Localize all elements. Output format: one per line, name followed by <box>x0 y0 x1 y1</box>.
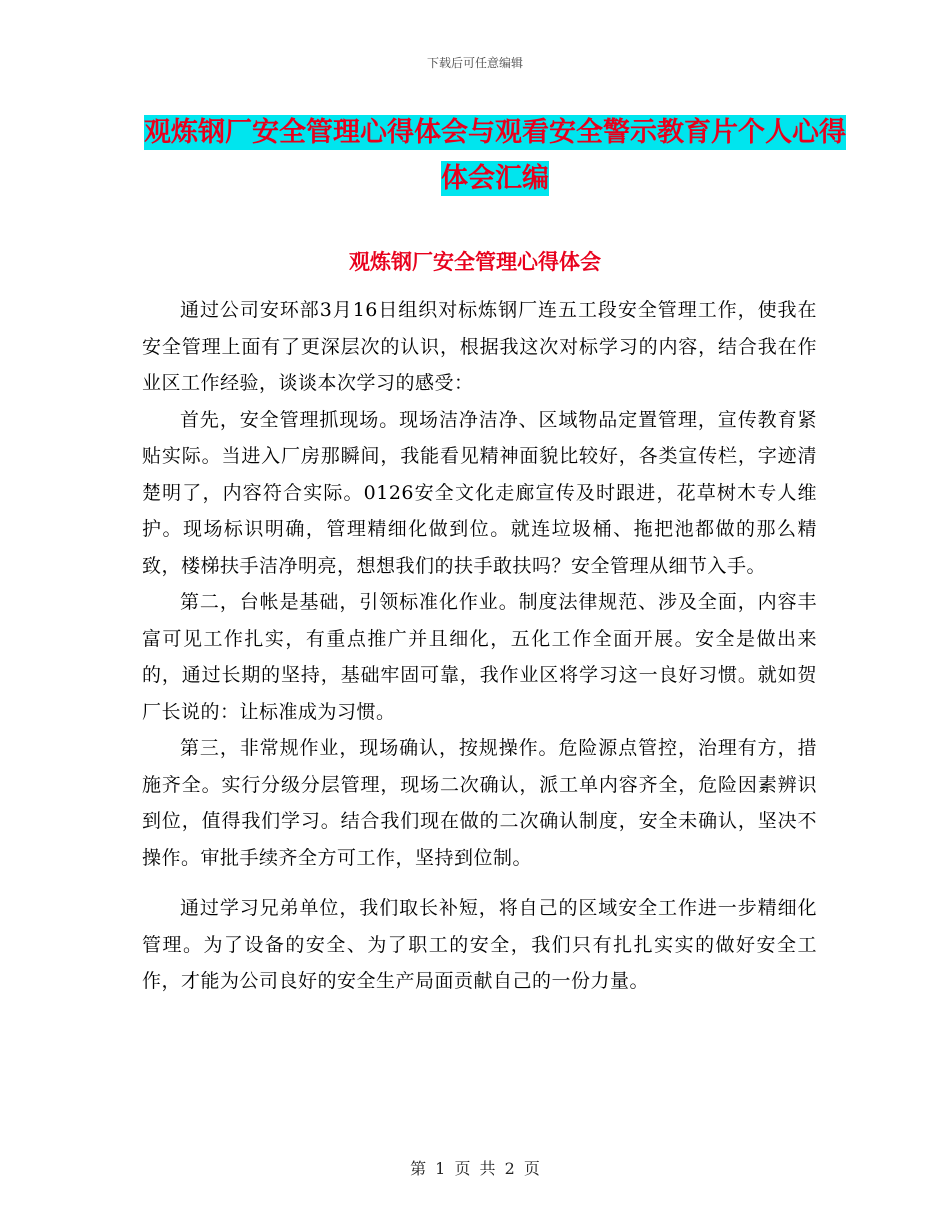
section-title: 观炼钢厂安全管理心得体会 <box>349 250 601 274</box>
document-title-text: 观炼钢厂安全管理心得体会与观看安全警示教育片个人心得体会汇编 <box>144 117 846 194</box>
document-body <box>142 292 817 1000</box>
page-number: 第 1 页 共 2 页 <box>410 1159 540 1178</box>
paragraph-5: 通过学习兄弟单位，我们取长补短，将自己的区域安全工作进一步精细化管理。为了设备的安全、为了职工的安全，我们只有扎扎实实的做好安全工作，才能为公司良好的安全生产局面贡献自己的一份力量。 <box>142 897 817 992</box>
paragraph-3: 第二，台帐是基础，引领标准化作业。制度法律规范、涉及全面，内容丰富可见工作扎实，有重点推广并且细化，五化工作全面开展。安全是做出来的，通过长期的坚持，基础牢固可靠，我作业区将学习这一良好习惯。就如贺厂长说的：让标准成为习惯。 <box>142 591 817 723</box>
paragraph-1: 通过公司安环部3月16日组织对标炼钢厂连五工段安全管理工作，使我在安全管理上面有了更深层次的认识，根据我这次对标学习的内容，结合我在作业区工作经验，谈谈本次学习的感受： <box>142 299 817 394</box>
paragraph-2: 首先，安全管理抓现场。现场洁净洁净、区域物品定置管理，宣传教育紧贴实际。当进入厂房那瞬间，我能看见精神面貌比较好，各类宣传栏，字迹清楚明了，内容符合实际。0126安全文化走廊宣传及时跟进，花草树木专人维护。现场标识明确，管理精细化做到位。就连垃圾桶、拖把池都做的那么精致，楼梯扶手洁净明亮，想想我们的扶手敢扶吗？安全管理从细节入手。 <box>142 408 817 577</box>
document-title <box>140 110 850 202</box>
paragraph-4: 第三，非常规作业，现场确认，按规操作。危险源点管控，治理有方，措施齐全。实行分级分层管理，现场二次确认，派工单内容齐全，危险因素辨识到位，值得我们学习。结合我们现在做的二次确认制度，安全未确认，坚决不操作。审批手续齐全方可工作，坚持到位制。 <box>142 737 817 869</box>
header-note: 下载后可任意编辑 <box>426 56 523 70</box>
